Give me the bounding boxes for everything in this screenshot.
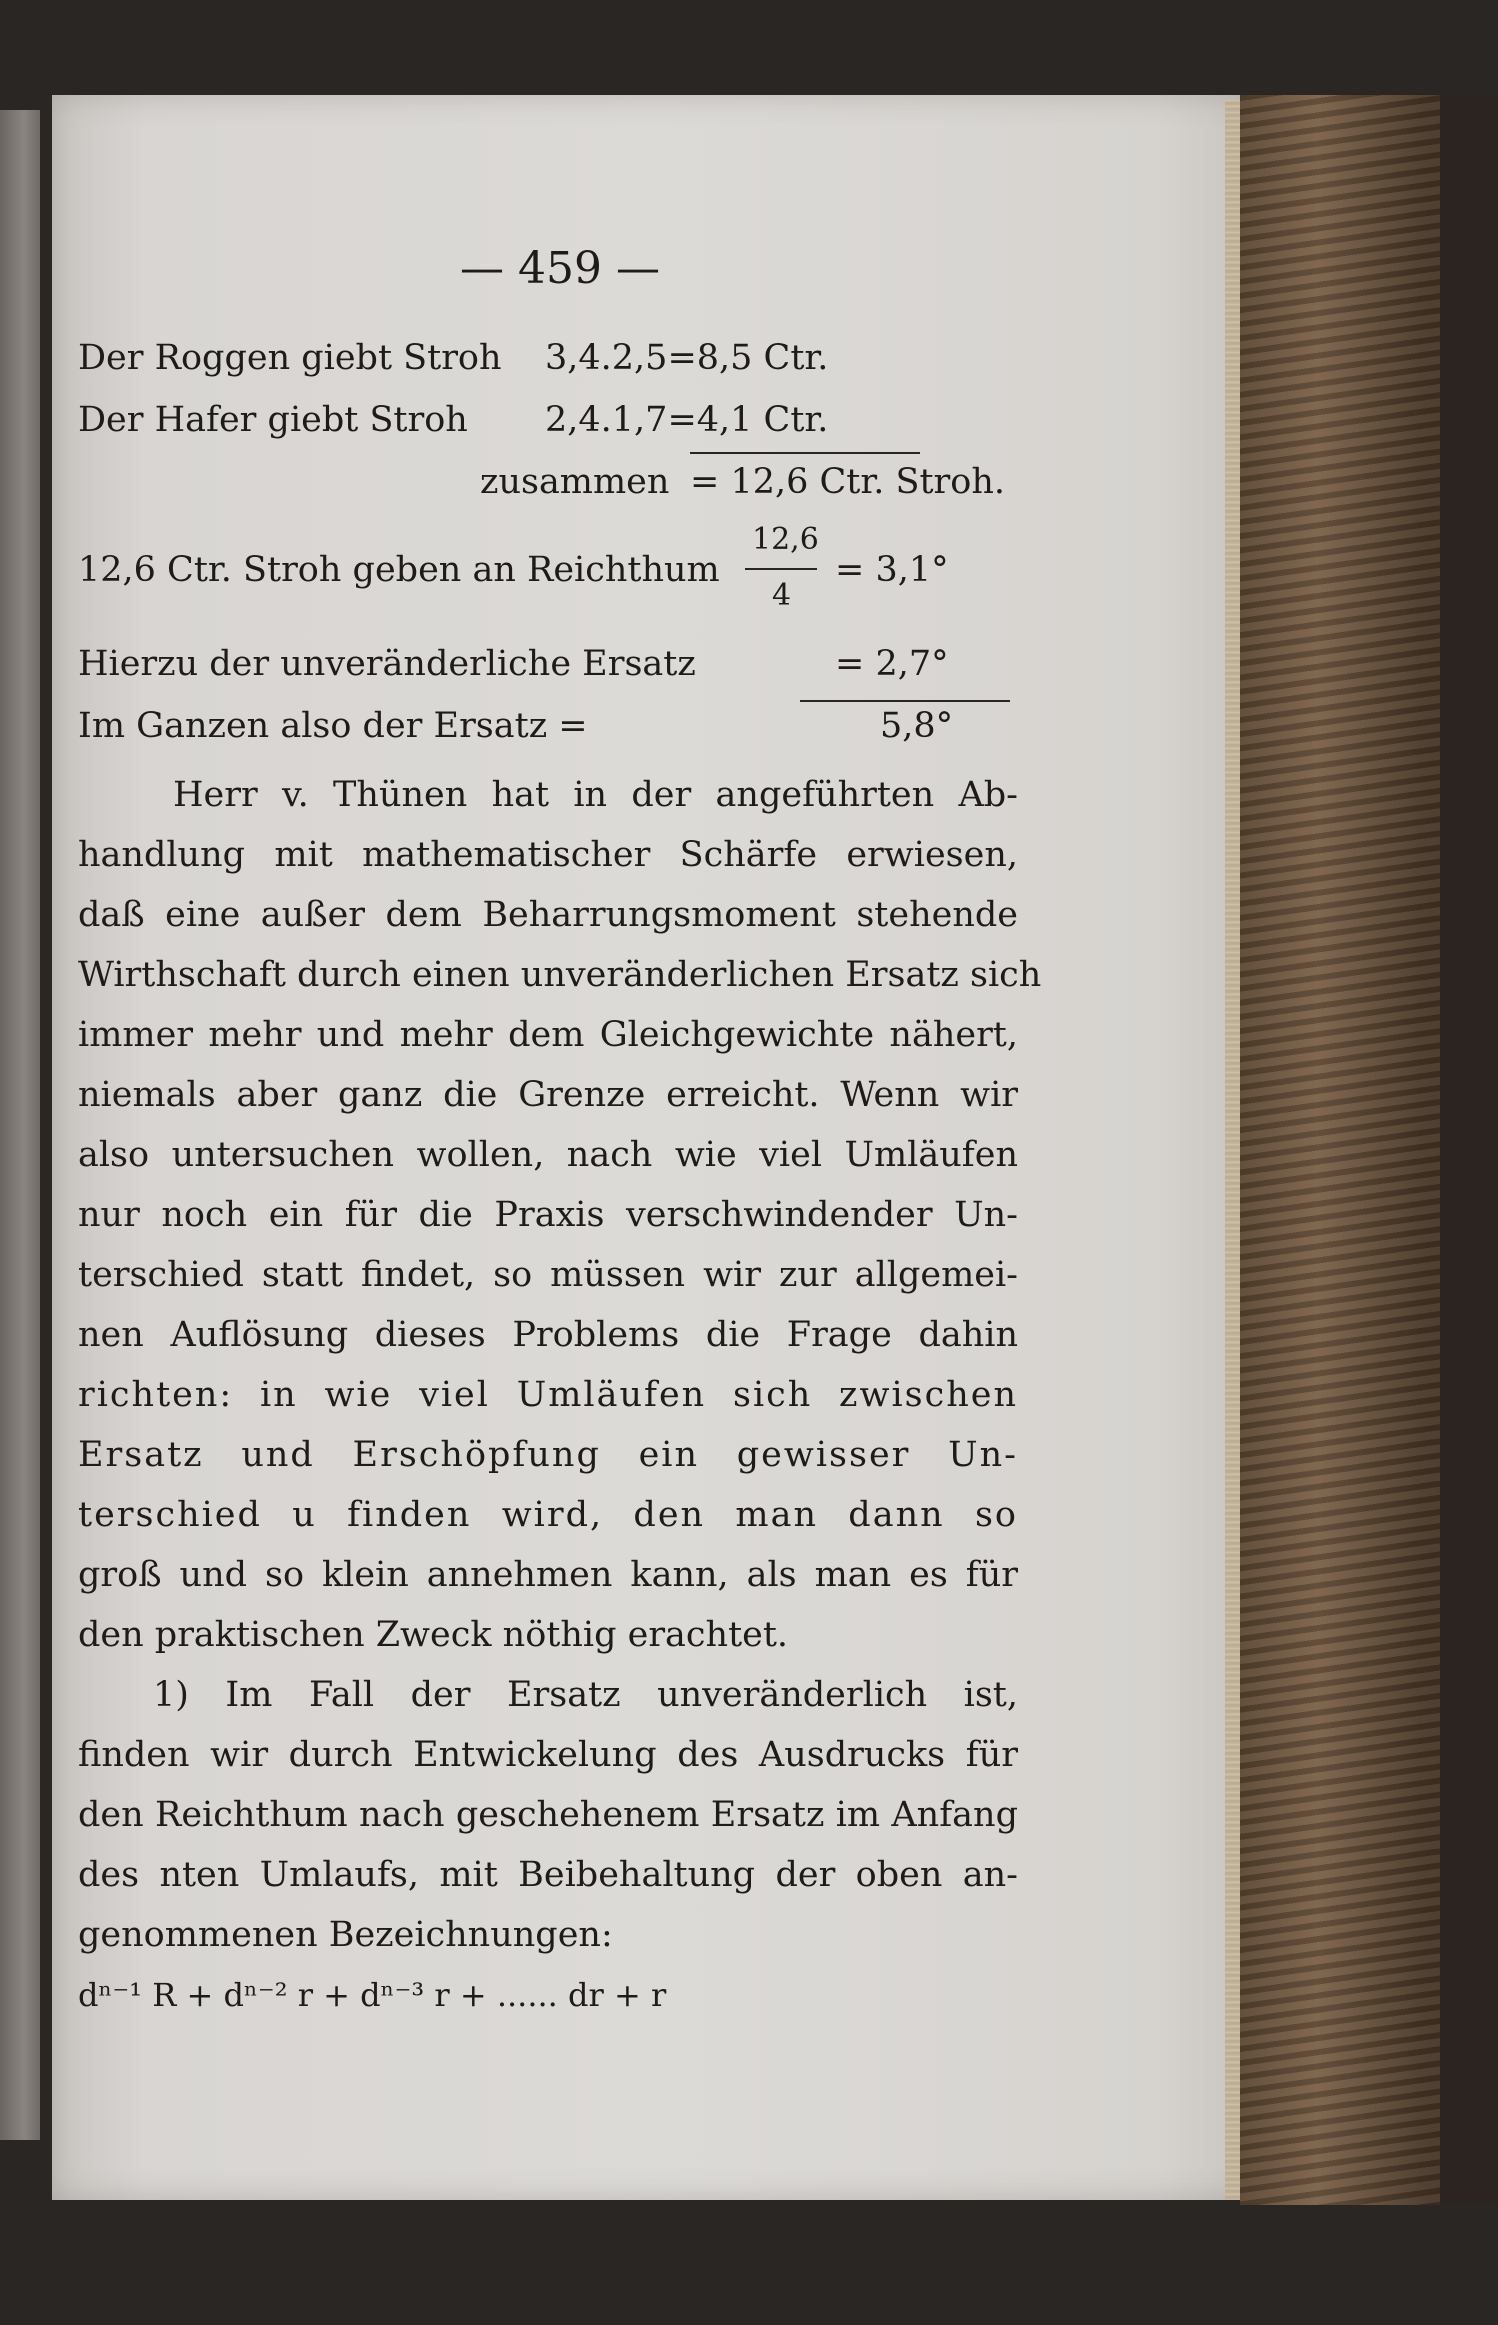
calc-roggen-value: 3,4.2,5=8,5 Ctr. — [545, 338, 829, 378]
para1-line-4: Wirthschaft durch einen unveränderlichen Ersatz sich — [78, 955, 1042, 995]
calc-zusammen-value: = 12,6 Ctr. Stroh. — [690, 462, 1005, 502]
para2-line-1: 1) Im Fall der Ersatz unveränderlich ist, — [153, 1675, 1018, 1715]
para1-line-2: handlung mit mathematischer Schärfe erwiesen, — [78, 835, 1018, 875]
para1-line-9: terschied statt findet, so müssen wir zur allgemei- — [78, 1255, 1018, 1295]
calc-roggen-label: Der Roggen giebt Stroh — [78, 338, 502, 378]
para1-line-3: daß eine außer dem Beharrungsmoment stehende — [78, 895, 1018, 935]
para1-line-8: nur noch ein für die Praxis verschwindender Un- — [78, 1195, 1018, 1235]
page-number-header: — 459 — — [460, 243, 660, 294]
para2-line-3: den Reichthum nach geschehenem Ersatz im Anfang — [78, 1795, 1018, 1835]
adjacent-page-edge — [0, 110, 40, 2140]
calc-ersatz-label: Hierzu der unveränderliche Ersatz — [78, 644, 696, 684]
para1-line-11: richten: in wie viel Umläufen sich zwischen — [78, 1375, 1018, 1415]
para1-line-5: immer mehr und mehr dem Gleichgewichte nähert, — [78, 1015, 1018, 1055]
calc-reichthum-label: 12,6 Ctr. Stroh geben an Reichthum — [78, 550, 720, 590]
calc-reichthum-value: = 3,1° — [835, 550, 949, 590]
fraction-numerator: 12,6 — [752, 522, 819, 557]
para2-line-4: des nten Umlaufs, mit Beibehaltung der oben an- — [78, 1855, 1018, 1895]
sum-rule — [690, 452, 920, 454]
para1-line-13: terschied u finden wird, den man dann so — [78, 1495, 1018, 1535]
calc-zusammen-label: zusammen — [480, 462, 670, 502]
para1-line-1: Herr v. Thünen hat in der angeführten Ab- — [173, 775, 1018, 815]
fraction-bar — [745, 568, 817, 570]
fraction-denominator: 4 — [772, 578, 792, 613]
para1-line-6: niemals aber ganz die Grenze erreicht. Wenn wir — [78, 1075, 1018, 1115]
para2-line-5: genommenen Bezeichnungen: — [78, 1915, 613, 1955]
calc-ersatz-value: = 2,7° — [835, 644, 949, 684]
para1-line-7: also untersuchen wollen, nach wie viel Umläufen — [78, 1135, 1018, 1175]
para2-line-2: finden wir durch Entwickelung des Ausdrucks für — [78, 1735, 1018, 1775]
para1-line-10: nen Auflösung dieses Problems die Frage dahin — [78, 1315, 1018, 1355]
calc-hafer-value: 2,4.1,7=4,1 Ctr. — [545, 400, 829, 440]
calc-total-value: 5,8° — [880, 706, 954, 746]
book-cover-shadow — [1440, 95, 1498, 2205]
calc-hafer-label: Der Hafer giebt Stroh — [78, 400, 468, 440]
para1-line-15: den praktischen Zweck nöthig erachtet. — [78, 1615, 789, 1655]
total-rule — [800, 700, 1010, 702]
formula-line: dⁿ⁻¹ R + dⁿ⁻² r + dⁿ⁻³ r + ...... dr + r — [78, 1976, 667, 2014]
para1-line-12: Ersatz und Erschöpfung ein gewisser Un- — [78, 1435, 1018, 1475]
calc-total-label: Im Ganzen also der Ersatz = — [78, 706, 588, 746]
para1-line-14: groß und so klein annehmen kann, als man es für — [78, 1555, 1018, 1595]
